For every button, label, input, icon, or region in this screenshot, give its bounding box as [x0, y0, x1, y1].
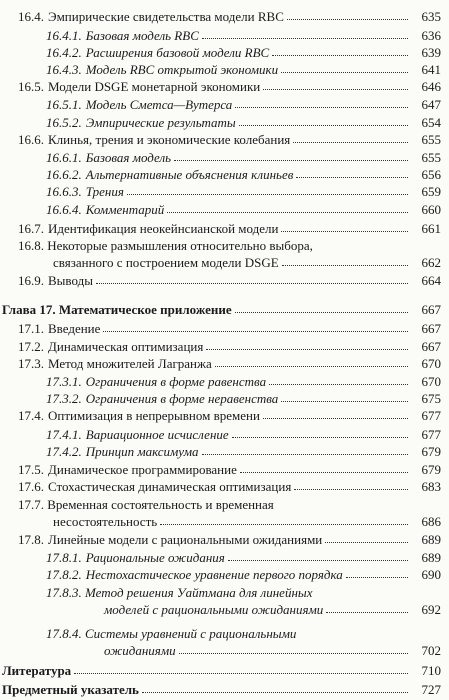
- entry-title: Динамическое программирование: [48, 461, 237, 477]
- leader-dots: [293, 141, 408, 143]
- page-number: 683: [421, 478, 441, 494]
- entry-title: Вариационное исчисление: [85, 426, 229, 442]
- entry-title: Базовая модель: [85, 149, 172, 165]
- entry-number: 17.8.2.: [46, 566, 82, 582]
- page-number: 686: [421, 514, 441, 530]
- page-number: 689: [421, 532, 441, 548]
- leader-dots: [263, 417, 408, 419]
- page-number: 641: [421, 62, 441, 78]
- page-number: 646: [421, 79, 441, 95]
- entry-title-continued: связанного с построением модели DSGE: [53, 254, 279, 270]
- entry-title: Модель RBC открытой экономики: [85, 62, 279, 78]
- page-number: 639: [421, 45, 441, 60]
- leader-dots: [232, 436, 408, 438]
- page-number: 661: [421, 220, 441, 236]
- entry-title: Принцип максимума: [85, 443, 199, 459]
- page-number: 660: [421, 202, 441, 218]
- page-number: 670: [421, 374, 441, 389]
- entry-title: Стохастическая динамическая оптимизация: [48, 478, 292, 494]
- entry-title: Трения: [85, 184, 124, 200]
- page-number: 656: [421, 167, 441, 183]
- leader-dots: [326, 611, 408, 613]
- page-number: 636: [421, 27, 441, 43]
- leader-dots: [282, 264, 408, 266]
- chapter-title: Глава 17. Математическое приложение: [2, 301, 232, 317]
- entry-title: Модель Сметса—Вутерса: [85, 97, 233, 113]
- leader-dots: [127, 193, 408, 195]
- page-number: 677: [421, 426, 441, 442]
- entry-number: 17.4.2.: [46, 443, 82, 459]
- leader-dots: [142, 691, 408, 693]
- page-number: 667: [421, 338, 441, 354]
- leader-dots: [296, 176, 408, 178]
- entry-title: Оптимизация в непрерывном времени: [48, 408, 260, 424]
- page-number: 667: [421, 320, 441, 336]
- entry-title: Временная состоятельность и временная: [47, 497, 274, 513]
- page-number: 690: [421, 566, 441, 582]
- entry-title-continued: несостоятельность: [53, 514, 158, 530]
- entry-title: Линейные модели с рациональными ожиданиями: [48, 532, 323, 548]
- leader-dots: [202, 453, 408, 455]
- page-number: 647: [421, 97, 441, 113]
- entry-number: 17.4.: [18, 408, 44, 424]
- entry-number: 16.5.2.: [46, 114, 82, 130]
- entry-title: Идентификация неокейнсианской модели: [48, 220, 279, 236]
- chapter-title: Литература: [2, 663, 72, 678]
- leader-dots: [239, 124, 408, 126]
- leader-dots: [294, 488, 408, 490]
- leader-dots: [215, 365, 408, 367]
- page-number: 664: [421, 272, 441, 288]
- page-number: 677: [421, 408, 441, 424]
- leader-dots: [103, 330, 408, 332]
- page-number: 659: [421, 184, 441, 200]
- leader-dots: [325, 541, 408, 543]
- entry-number: 17.8.3.: [46, 584, 82, 600]
- page-number: 662: [421, 254, 441, 270]
- entry-number: 16.6.1.: [46, 149, 82, 165]
- entry-title: Динамическая оптимизация: [48, 338, 204, 354]
- entry-title: Комментарий: [85, 202, 165, 218]
- leader-dots: [167, 211, 408, 213]
- leader-dots: [235, 311, 408, 313]
- entry-number: 16.6.2.: [46, 167, 82, 183]
- page-number: 710: [421, 663, 441, 678]
- page-number: 655: [421, 131, 441, 147]
- entry-title: Альтернативные объяснения клиньев: [85, 167, 294, 183]
- leader-dots: [202, 37, 408, 39]
- page-number: 679: [421, 461, 441, 477]
- leader-dots: [160, 523, 408, 525]
- page-number: 689: [421, 549, 441, 565]
- entry-number: 17.1.: [18, 320, 44, 336]
- page-number: 692: [421, 602, 441, 617]
- entry-number: 16.5.: [18, 79, 44, 95]
- entry-number: 17.3.1.: [46, 374, 82, 389]
- entry-number: 17.5.: [18, 461, 44, 477]
- entry-title: Некоторые размышления относительно выбора,: [47, 237, 313, 253]
- entry-title: Ограничения в форме равенства: [85, 374, 267, 389]
- entry-title: Нестохастическое уравнение первого порядка: [85, 566, 343, 582]
- entry-number: 17.8.: [18, 532, 44, 548]
- page-number: 635: [421, 8, 441, 24]
- page-number: 675: [421, 391, 441, 407]
- leader-dots: [281, 230, 408, 232]
- leader-dots: [74, 672, 408, 674]
- entry-number: 17.6.: [18, 478, 44, 494]
- entry-title: Эмпирические свидетельства модели RBC: [48, 8, 284, 24]
- entry-number: 17.2.: [18, 338, 44, 354]
- page-number: 679: [421, 443, 441, 459]
- leader-dots: [228, 559, 408, 561]
- entry-title: Системы уравнений с рациональными: [85, 625, 297, 641]
- page-number: 667: [421, 301, 441, 317]
- entry-title: Эмпирические результаты: [85, 114, 236, 130]
- entry-title: Введение: [48, 320, 101, 336]
- leader-dots: [235, 106, 408, 108]
- leader-dots: [240, 471, 408, 473]
- entry-number: 16.8.: [18, 237, 44, 253]
- entry-number: 17.3.: [18, 355, 44, 371]
- entry-title: Ограничения в форме неравенства: [85, 391, 279, 407]
- leader-dots: [206, 348, 408, 350]
- leader-dots: [281, 71, 408, 73]
- entry-title: Метод множителей Лагранжа: [48, 355, 212, 371]
- entry-number: 17.8.1.: [46, 549, 82, 565]
- entry-title-continued: моделей с рациональными ожиданиями: [104, 602, 324, 617]
- page-number: 702: [421, 643, 441, 658]
- entry-title: Клинья, трения и экономические колебания: [48, 131, 291, 147]
- entry-title: Рациональные ожидания: [85, 549, 225, 565]
- entry-title: Метод решения Уайтмана для линейных: [85, 584, 313, 600]
- entry-title: Модели DSGE монетарной экономики: [48, 79, 261, 95]
- entry-number: 16.6.4.: [46, 202, 82, 218]
- leader-dots: [179, 652, 408, 654]
- entry-number: 16.4.2.: [46, 45, 82, 60]
- entry-number: 16.4.1.: [46, 27, 82, 43]
- leader-dots: [272, 54, 408, 56]
- entry-number: 17.7.: [18, 497, 44, 513]
- page-number: 670: [421, 355, 441, 371]
- entry-number: 16.4.: [18, 8, 44, 24]
- entry-number: 16.9.: [18, 272, 44, 288]
- entry-number: 17.4.1.: [46, 426, 82, 442]
- entry-title: Выводы: [48, 272, 93, 288]
- entry-number: 17.3.2.: [46, 391, 82, 407]
- entry-number: 17.8.4.: [46, 625, 82, 641]
- entry-number: 16.7.: [18, 220, 44, 236]
- leader-dots: [96, 282, 408, 284]
- entry-number: 16.5.1.: [46, 97, 82, 113]
- page-number: 655: [421, 149, 441, 165]
- leader-dots: [263, 88, 408, 90]
- entry-title: Расширения базовой модели RBC: [85, 45, 270, 60]
- entry-number: 16.6.: [18, 131, 44, 147]
- entry-title: Базовая модель RBC: [85, 27, 199, 43]
- leader-dots: [269, 383, 408, 385]
- chapter-title: Предметный указатель: [2, 682, 139, 697]
- leader-dots: [287, 18, 408, 20]
- entry-title-continued: ожиданиями: [104, 643, 176, 658]
- entry-number: 16.4.3.: [46, 62, 82, 78]
- page-number: 727: [421, 682, 441, 697]
- page-number: 654: [421, 114, 441, 130]
- leader-dots: [281, 400, 408, 402]
- entry-number: 16.6.3.: [46, 184, 82, 200]
- leader-dots: [174, 159, 408, 161]
- leader-dots: [346, 576, 408, 578]
